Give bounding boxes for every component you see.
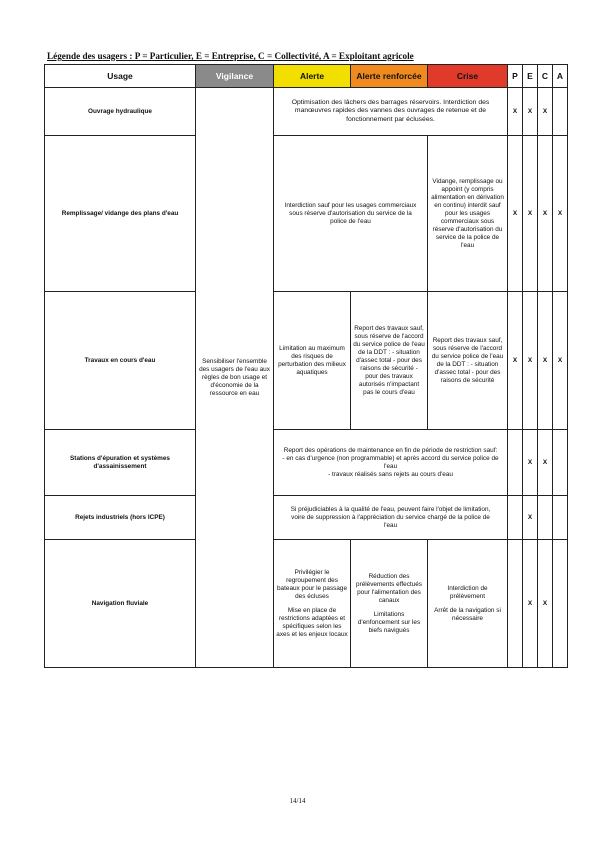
restriction-table bbox=[44, 64, 568, 668]
mark-e: X bbox=[523, 292, 538, 430]
mark-p: X bbox=[508, 292, 523, 430]
measure-paragraph: Privilégier le regroupement des bateaux pour le passage des écluses bbox=[277, 568, 347, 600]
mark-a: X bbox=[553, 292, 568, 430]
mark-a: X bbox=[553, 136, 568, 292]
usage-navigation-fluviale: Navigation fluviale bbox=[45, 540, 196, 668]
mark-c: X bbox=[538, 430, 553, 496]
mark-p: X bbox=[508, 88, 523, 136]
measure-paragraph: Réduction des prélèvements effectués pour l'alimentation des canaux bbox=[356, 572, 422, 604]
mark-a bbox=[553, 88, 568, 136]
measure-crise: Report des travaux sauf, sous réserve de l'accord du service police de l'eau de la DDT : - situation d'assec total - pour des raisons de sécurité bbox=[428, 292, 508, 430]
mark-a bbox=[553, 496, 568, 540]
header-row bbox=[45, 65, 568, 88]
mark-c: X bbox=[538, 136, 553, 292]
table-row bbox=[45, 430, 568, 496]
mark-e: X bbox=[523, 430, 538, 496]
mark-e: X bbox=[523, 136, 538, 292]
measure-line: - en cas d'urgence (non programmable) et après accord du service police de l'eau bbox=[282, 454, 499, 470]
mark-a bbox=[553, 430, 568, 496]
header-p: P bbox=[508, 65, 523, 88]
measure-merged: Optimisation des lâchers des barrages réservoirs. Interdiction des manœuvres rapides des vannes des ouvrages de retenue et de fonctionnement par éclusées. bbox=[274, 88, 508, 136]
table-row bbox=[45, 292, 568, 430]
header-alerte-renforcee: Alerte renforcée bbox=[351, 65, 428, 88]
page-number: 14/14 bbox=[289, 797, 306, 805]
measure-alerte bbox=[274, 540, 351, 668]
mark-p: X bbox=[508, 136, 523, 292]
measure-crise bbox=[428, 540, 508, 668]
header-a: A bbox=[553, 65, 568, 88]
legend-title: Légende des usagers : P = Particulier, E = Entreprise, C = Collectivité, A = Exploitant agricole bbox=[47, 51, 414, 61]
header-alerte: Alerte bbox=[274, 65, 351, 88]
header-usage: Usage bbox=[45, 65, 196, 88]
measure-merged bbox=[274, 430, 508, 496]
mark-e: X bbox=[523, 540, 538, 668]
mark-c: X bbox=[538, 292, 553, 430]
mark-p bbox=[508, 430, 523, 496]
mark-c: X bbox=[538, 540, 553, 668]
usage-stations-epuration: Stations d'épuration et systèmes d'assainissement bbox=[45, 430, 196, 496]
measure-crise: Vidange, remplissage ou appoint (y compris alimentation en dérivation en continu) interdit sauf pour les usages commerciaux sous réserve d'autorisation du service de la police de l'eau bbox=[428, 136, 508, 292]
table-row bbox=[45, 496, 568, 540]
measure-merged: Si préjudiciables à la qualité de l'eau, peuvent faire l'objet de limitation, voire de suppression à l'appréciation du service chargé de la police de l'eau bbox=[274, 496, 508, 540]
vigilance-cell: Sensibiliser l'ensemble des usagers de l'eau aux règles de bon usage et d'économie de la ressource en eau bbox=[196, 88, 274, 668]
usage-travaux-cours-eau: Travaux en cours d'eau bbox=[45, 292, 196, 430]
usage-ouvrage-hydraulique: Ouvrage hydraulique bbox=[45, 88, 196, 136]
header-c: C bbox=[538, 65, 553, 88]
measure-alerte: Limitation au maximum des risques de perturbation des milieux aquatiques bbox=[274, 292, 351, 430]
measure-paragraph: Mise en place de restrictions adaptées et spécifiques selon les axes et les enjeux locaux bbox=[276, 606, 348, 638]
measure-line: Report des opérations de maintenance en fin de période de restriction sauf: bbox=[283, 446, 498, 454]
mark-p bbox=[508, 496, 523, 540]
table-row bbox=[45, 540, 568, 668]
header-e: E bbox=[523, 65, 538, 88]
usage-remplissage-vidange: Remplissage/ vidange des plans d'eau bbox=[45, 136, 196, 292]
measure-line: - travaux réalisés sans rejets au cours d'eau bbox=[328, 470, 453, 478]
mark-e: X bbox=[523, 496, 538, 540]
header-vigilance: Vigilance bbox=[196, 65, 274, 88]
measure-paragraph: Interdiction de prélèvement bbox=[447, 584, 488, 600]
mark-a bbox=[553, 540, 568, 668]
table-row bbox=[45, 136, 568, 292]
measure-alerte-renforcee: Report des travaux sauf, sous réserve de l'accord du service police de l'eau de la DDT : - situation d'assec total - pour des raisons de sécurité - pour des travaux autorisés n'impactant pas le cours d'eau bbox=[351, 292, 428, 430]
measure-paragraph: Arrêt de la navigation si nécessaire bbox=[434, 606, 501, 622]
mark-c bbox=[538, 496, 553, 540]
mark-p bbox=[508, 540, 523, 668]
table-row bbox=[45, 88, 568, 136]
measure-alerte-renforcee bbox=[351, 540, 428, 668]
header-crise: Crise bbox=[428, 65, 508, 88]
mark-c: X bbox=[538, 88, 553, 136]
measure-alerte-merged: Interdiction sauf pour les usages commerciaux sous réserve d'autorisation du service de la police de l'eau bbox=[274, 136, 428, 292]
mark-e: X bbox=[523, 88, 538, 136]
usage-rejets-industriels: Rejets industriels (hors ICPE) bbox=[45, 496, 196, 540]
measure-paragraph: Limitations d'enfoncement sur les biefs navigués bbox=[357, 610, 421, 634]
